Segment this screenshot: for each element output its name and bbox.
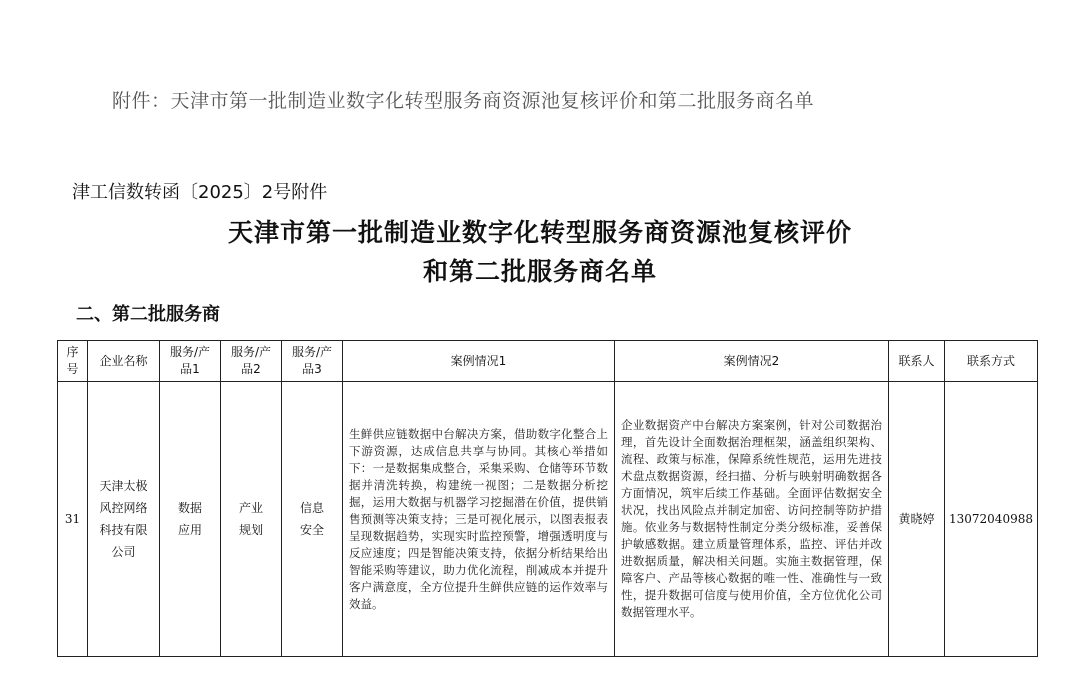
row-product2: 产业规划 (221, 382, 282, 657)
header-phone: 联系方式 (945, 341, 1038, 382)
main-title-line1: 天津市第一批制造业数字化转型服务商资源池复核评价 (227, 218, 852, 247)
section-heading: 二、第二批服务商 (76, 304, 220, 325)
table-header-row (58, 341, 1038, 382)
document-reference: 津工信数转函〔2025〕2号附件 (72, 182, 328, 203)
row-product1: 数据应用 (160, 382, 221, 657)
row-case1: 生鲜供应链数据中台解决方案，借助数字化整合上下游资源，达成信息共享与协同。其核心举措如下：一是数据集成整合，采集采购、仓储等环节数据并清洗转换，构建统一视图；二是数据分析挖掘，运用大数据与机器学习挖掘潜在价值，提供销售预测等决策支持；三是可视化展示，以图表报表呈现数据趋势，实现实时监控预警，增强透明度与反应速度；四是智能决策支持，依据分析结果给出智能采购等建议，助力优化流程，削减成本并提升客户满意度，全方位提升生鲜供应链的运作效率与效益。 (343, 382, 615, 657)
row-case2: 企业数据资产中台解决方案案例，针对公司数据治理，首先设计全面数据治理框架，涵盖组织架构、流程、政策与标准，保障系统性规范，运用先进技术盘点数据资源，经扫描、分析与映射明确数据各方面情况，筑牢后续工作基础。全面评估数据安全状况，找出风险点并制定加密、访问控制等防护措施。依业务与数据特性制定分类分级标准，妥善保护敏感数据。建立质量管理体系，监控、评估并改进数据质量，解决相关问题。实施主数据管理，保障客户、产品等核心数据的唯一性、准确性与一致性，提升数据可信度与使用价值，全方位优化公司数据管理水平。 (615, 382, 889, 657)
header-product3: 服务/产品3 (282, 341, 343, 382)
table-row (58, 382, 1038, 657)
header-product1: 服务/产品1 (160, 341, 221, 382)
header-company: 企业名称 (88, 341, 160, 382)
header-case1: 案例情况1 (343, 341, 615, 382)
service-provider-table (57, 340, 1038, 657)
header-seq: 序号 (58, 341, 88, 382)
main-title-line2: 和第二批服务商名单 (422, 257, 657, 286)
header-contact: 联系人 (889, 341, 945, 382)
header-product2: 服务/产品2 (221, 341, 282, 382)
row-company: 天津太极风控网络科技有限公司 (88, 382, 160, 657)
row-seq: 31 (58, 382, 88, 657)
attachment-title: 附件：天津市第一批制造业数字化转型服务商资源池复核评价和第二批服务商名单 (112, 90, 815, 112)
row-contact: 黄晓婷 (889, 382, 945, 657)
header-case2: 案例情况2 (615, 341, 889, 382)
row-phone: 13072040988 (945, 382, 1038, 657)
row-product3: 信息安全 (282, 382, 343, 657)
